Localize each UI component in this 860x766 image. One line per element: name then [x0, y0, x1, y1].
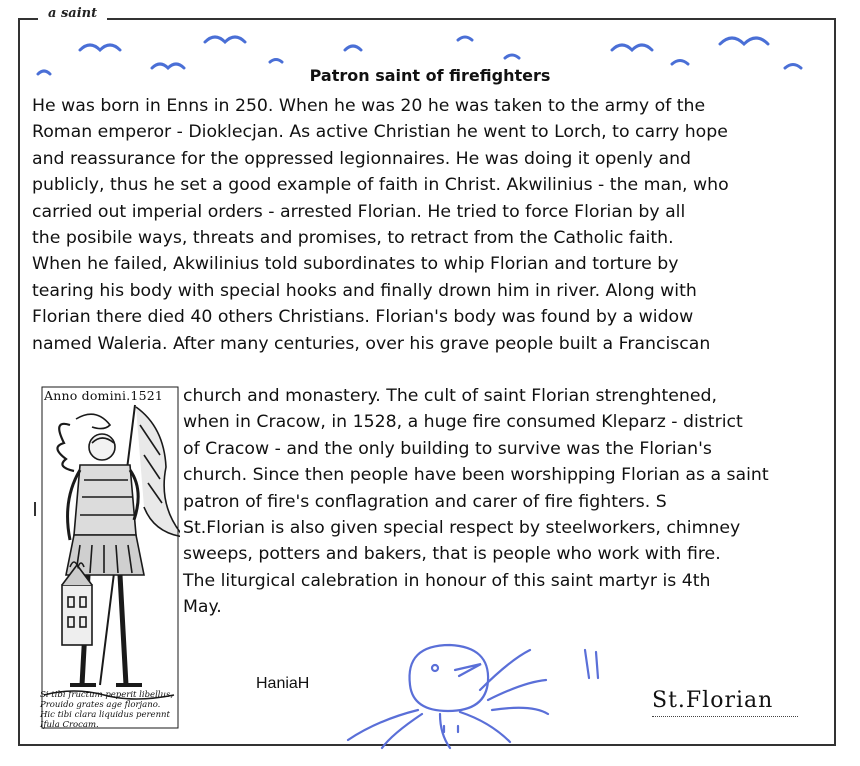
- body-line: of Cracow - and the only building to survive was the Florian's: [183, 438, 712, 459]
- body-line: When he failed, Akwilinius told subordinates to whip Florian and torture by: [32, 254, 679, 275]
- body-line: publicly, thus he set a good example of faith in Christ. Akwilinius - the man, who: [32, 175, 729, 196]
- bird-icon: [345, 46, 361, 50]
- woodcut-caption: [40, 690, 185, 730]
- body-line: May.: [183, 597, 222, 618]
- body-line: Florian there died 40 others Christians. Florian's body was found by a widow: [32, 307, 694, 328]
- saint-signature: St.Florian: [652, 688, 774, 713]
- body-line: carried out imperial orders - arrested Florian. He tried to force Florian by all: [32, 201, 686, 222]
- header-tag: a saint: [38, 6, 107, 21]
- body-line: tearing his body with special hooks and finally drown him in river. Along with: [32, 280, 697, 301]
- bird-icon: [505, 55, 519, 58]
- page-title: Patron saint of firefighters: [309, 66, 551, 85]
- body-line: church. Since then people have been worshipping Florian as a saint: [183, 465, 769, 486]
- bird-doodle-icon: [340, 630, 620, 750]
- body-line: He was born in Enns in 250. When he was 20 he was taken to the army of the: [32, 96, 706, 116]
- body-line: The liturgical calebration in honour of this saint martyr is 4th: [183, 570, 711, 591]
- caption-line: Hic tibi clara liquidus perennt: [40, 710, 170, 720]
- caption-line: Ifula Crocam.: [40, 720, 99, 730]
- bird-icon: [720, 38, 768, 44]
- body-line: Roman emperor - Dioklecjan. As active Christian he went to Lorch, to carry hope: [32, 122, 728, 143]
- margin-mark: [34, 502, 36, 516]
- body-line: named Waleria. After many centuries, over his grave people built a Franciscan: [32, 333, 711, 354]
- bird-decorations: [0, 0, 860, 100]
- bird-icon: [612, 45, 652, 50]
- body-line: when in Cracow, in 1528, a huge fire consumed Kleparz - district: [183, 412, 743, 433]
- signature-underline: [652, 716, 798, 717]
- caption-line: Si tibi fructum peperit libellus,: [40, 690, 174, 700]
- bird-icon: [80, 45, 120, 50]
- body-line: sweeps, potters and bakers, that is people who work with fire.: [183, 544, 721, 565]
- author-name: HaniaH: [256, 675, 310, 692]
- bird-icon: [458, 37, 472, 40]
- body-line: patron of fire's conflagration and carer of fire fighters. S: [183, 491, 667, 512]
- body-paragraph: [32, 93, 828, 357]
- body-line: the posibile ways, threats and promises, to retract from the Catholic faith.: [32, 228, 674, 249]
- bird-icon: [205, 37, 245, 42]
- body-line: church and monastery. The cult of saint Florian strenghtened,: [183, 386, 717, 406]
- body-line: St.Florian is also given special respect by steelworkers, chimney: [183, 518, 741, 539]
- woodcut-image: [40, 385, 180, 730]
- caption-line: Prouido grates age florjano.: [40, 700, 161, 710]
- wrapped-paragraph: [183, 383, 833, 621]
- bird-icon: [270, 60, 282, 63]
- bird-icon: [672, 61, 688, 65]
- body-line: and reassurance for the oppressed legionnaires. He was doing it openly and: [32, 148, 692, 169]
- woodcut-anno-text: Anno domini.1521: [44, 388, 164, 403]
